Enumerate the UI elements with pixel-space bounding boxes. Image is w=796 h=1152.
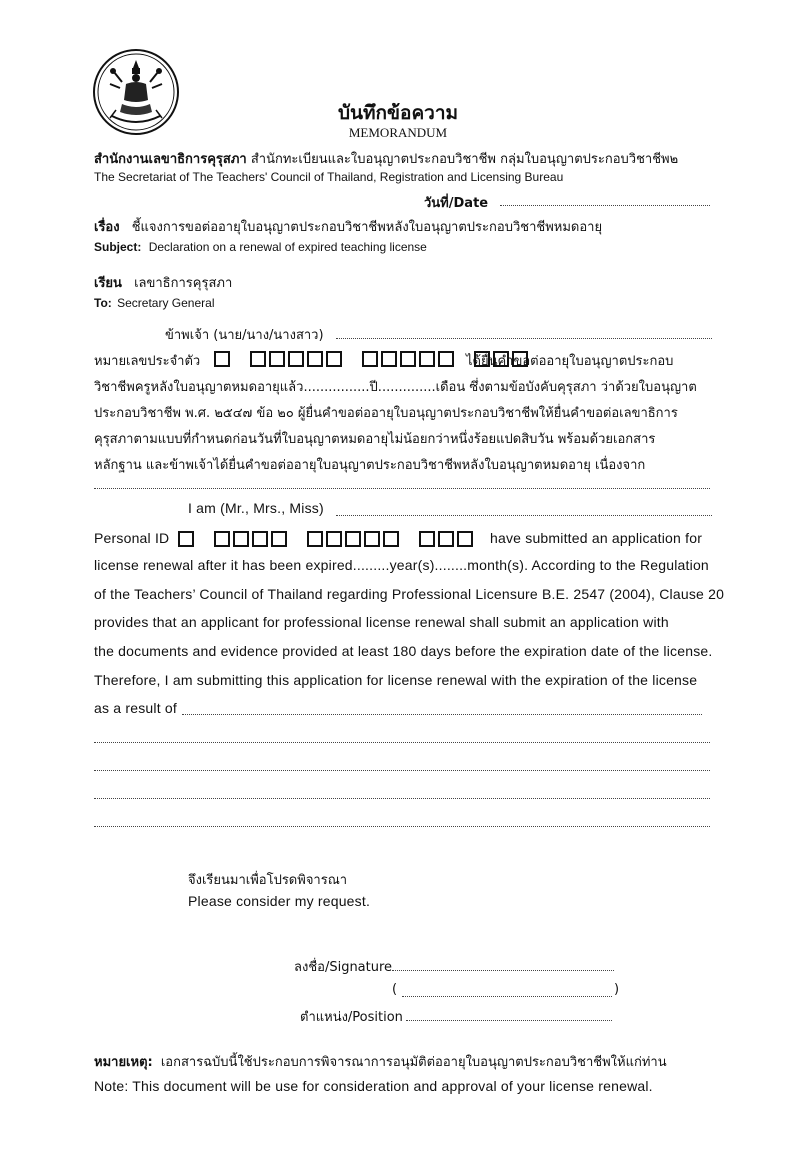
reason-extra-line[interactable] bbox=[94, 770, 710, 771]
to-text-en: Secretary General bbox=[117, 296, 215, 310]
id-box[interactable] bbox=[269, 351, 285, 367]
body-en-line6: the documents and evidence provided at least 180 days before the expiration date of the license. bbox=[94, 643, 713, 659]
id-box[interactable] bbox=[457, 531, 473, 547]
body-th-line6: หลักฐาน และข้าพเจ้าได้ยื่นคำขอต่ออายุใบอนุญาตประกอบวิชาชีพหลังใบอนุญาตหมดอายุ เนื่องจาก bbox=[94, 458, 646, 473]
reason-field-th[interactable] bbox=[94, 488, 710, 489]
body-en-line3: license renewal after it has been expired.........year(s)........month(s). According to the Regulation bbox=[94, 557, 709, 573]
body-th-line4: ประกอบวิชาชีพ พ.ศ. ๒๕๔๗ ข้อ ๒๐ ผู้ยื่นคำขอต่ออายุใบอนุญาตประกอบวิชาชีพให้ยื่นคำขอต่อเลขาธิการ bbox=[94, 406, 678, 421]
body-en-line5: provides that an applicant for professional license renewal shall submit an application with bbox=[94, 614, 669, 630]
id-box[interactable] bbox=[326, 351, 342, 367]
note-line-th bbox=[94, 1051, 667, 1072]
subject-line-th bbox=[94, 216, 602, 237]
id-box[interactable] bbox=[438, 531, 454, 547]
id-box[interactable] bbox=[214, 531, 230, 547]
id-box[interactable] bbox=[362, 351, 378, 367]
id-box[interactable] bbox=[400, 351, 416, 367]
id-box[interactable] bbox=[233, 531, 249, 547]
body-en-line2-suffix: have submitted an application for bbox=[490, 530, 703, 546]
name-close-paren: ) bbox=[614, 982, 620, 997]
reason-extra-line[interactable] bbox=[94, 742, 710, 743]
reason-extra-line[interactable] bbox=[94, 826, 710, 827]
position-label: ตำแหน่ง/Position bbox=[300, 1010, 403, 1025]
id-box-group bbox=[362, 349, 457, 368]
id-box[interactable] bbox=[214, 351, 230, 367]
id-box[interactable] bbox=[307, 351, 323, 367]
to-line-th bbox=[94, 272, 232, 293]
to-label-en: To: bbox=[94, 296, 112, 310]
subject-label-th: เรื่อง bbox=[94, 220, 120, 235]
body-en-line7: Therefore, I am submitting this application for license renewal with the expiration of the license bbox=[94, 672, 698, 688]
body-en-line1: I am (Mr., Mrs., Miss) bbox=[188, 500, 324, 516]
memo-title-th: บันทึกข้อความ bbox=[337, 102, 459, 124]
id-box[interactable] bbox=[252, 531, 268, 547]
signature-field[interactable] bbox=[392, 970, 614, 971]
subject-text-th: ชี้แจงการขอต่ออายุใบอนุญาตประกอบวิชาชีพหลังใบอนุญาตประกอบวิชาชีพหมดอายุ bbox=[131, 220, 603, 235]
position-field[interactable] bbox=[406, 1020, 612, 1021]
note-label-th: หมายเหตุ: bbox=[94, 1055, 153, 1070]
id-box-group bbox=[250, 349, 345, 368]
id-box-group bbox=[307, 529, 402, 548]
office-text: สำนักทะเบียนและใบอนุญาตประกอบวิชาชีพ กลุ่มใบอนุญาตประกอบวิชาชีพ๒ bbox=[250, 152, 679, 167]
name-open-paren: ( bbox=[392, 982, 398, 997]
name-field-en[interactable] bbox=[336, 515, 712, 516]
id-box[interactable] bbox=[307, 531, 323, 547]
closing-en: Please consider my request. bbox=[188, 893, 371, 909]
subject-text-en: Declaration on a renewal of expired teaching license bbox=[148, 240, 427, 254]
id-box[interactable] bbox=[345, 531, 361, 547]
to-line-en bbox=[94, 296, 215, 310]
body-en-line4: of the Teachers’ Council of Thailand regarding Professional Licensure B.E. 2547 (2004), Clause 20 bbox=[94, 586, 725, 602]
subject-line-en bbox=[94, 240, 427, 254]
id-box-group bbox=[214, 529, 290, 548]
id-box[interactable] bbox=[326, 531, 342, 547]
id-box[interactable] bbox=[419, 531, 435, 547]
reason-extra-line[interactable] bbox=[94, 798, 710, 799]
id-box[interactable] bbox=[383, 531, 399, 547]
id-box-group bbox=[178, 529, 197, 548]
id-box[interactable] bbox=[381, 351, 397, 367]
reason-field-en[interactable] bbox=[182, 714, 702, 715]
body-en-line8: as a result of bbox=[94, 700, 177, 716]
id-box[interactable] bbox=[364, 531, 380, 547]
id-box[interactable] bbox=[178, 531, 194, 547]
note-text-th: เอกสารฉบับนี้ใช้ประกอบการพิจารณาการอนุมัติต่ออายุใบอนุญาตประกอบวิชาชีพให้แก่ท่าน bbox=[160, 1055, 667, 1070]
body-th-line2-suffix: ได้ยื่นคำขอต่ออายุใบอนุญาตประกอบ bbox=[466, 354, 674, 369]
id-box[interactable] bbox=[250, 351, 266, 367]
id-box[interactable] bbox=[288, 351, 304, 367]
to-label-th: เรียน bbox=[94, 276, 122, 291]
id-box[interactable] bbox=[271, 531, 287, 547]
body-th-line1: ข้าพเจ้า (นาย/นาง/นางสาว) bbox=[165, 328, 324, 343]
id-box-group bbox=[214, 349, 233, 368]
id-box[interactable] bbox=[419, 351, 435, 367]
office-line-en: The Secretariat of The Teachers' Council of Thailand, Registration and Licensing Bureau bbox=[94, 170, 564, 184]
body-th-line5: คุรุสภาตามแบบที่กำหนดก่อนวันที่ใบอนุญาตหมดอายุไม่น้อยกว่าหนึ่งร้อยแปดสิบวัน พร้อมด้วยเอกสาร bbox=[94, 432, 656, 447]
date-label: วันที่/Date bbox=[424, 196, 489, 211]
signature-label: ลงชื่อ/Signature bbox=[294, 960, 393, 975]
id-box[interactable] bbox=[438, 351, 454, 367]
office-bold: สำนักงานเลขาธิการคุรุสภา bbox=[94, 152, 247, 167]
id-boxes-en[interactable] bbox=[178, 529, 488, 548]
printed-name-field[interactable] bbox=[402, 996, 612, 997]
note-line-en: Note: This document will be use for consideration and approval of your license renewal. bbox=[94, 1078, 653, 1094]
name-field-th[interactable] bbox=[336, 338, 712, 339]
memo-title-en: MEMORANDUM bbox=[348, 125, 448, 140]
closing-th: จึงเรียนมาเพื่อโปรดพิจารณา bbox=[188, 873, 348, 888]
body-th-line3: วิชาชีพครูหลังใบอนุญาตหมดอายุแล้ว................ปี..............เดือน ซึ่งตามข้อบังคับคุรุสภา ว่าด้วยใบอนุญาต bbox=[94, 380, 697, 395]
subject-label-en: Subject: bbox=[94, 240, 142, 254]
office-line-th bbox=[94, 148, 678, 169]
id-box-group bbox=[419, 529, 476, 548]
body-th-line2-prefix: หมายเลขประจำตัว bbox=[94, 354, 201, 369]
to-text-th: เลขาธิการคุรุสภา bbox=[134, 276, 233, 291]
body-en-line2-prefix: Personal ID bbox=[94, 530, 170, 546]
date-field[interactable] bbox=[500, 205, 710, 206]
